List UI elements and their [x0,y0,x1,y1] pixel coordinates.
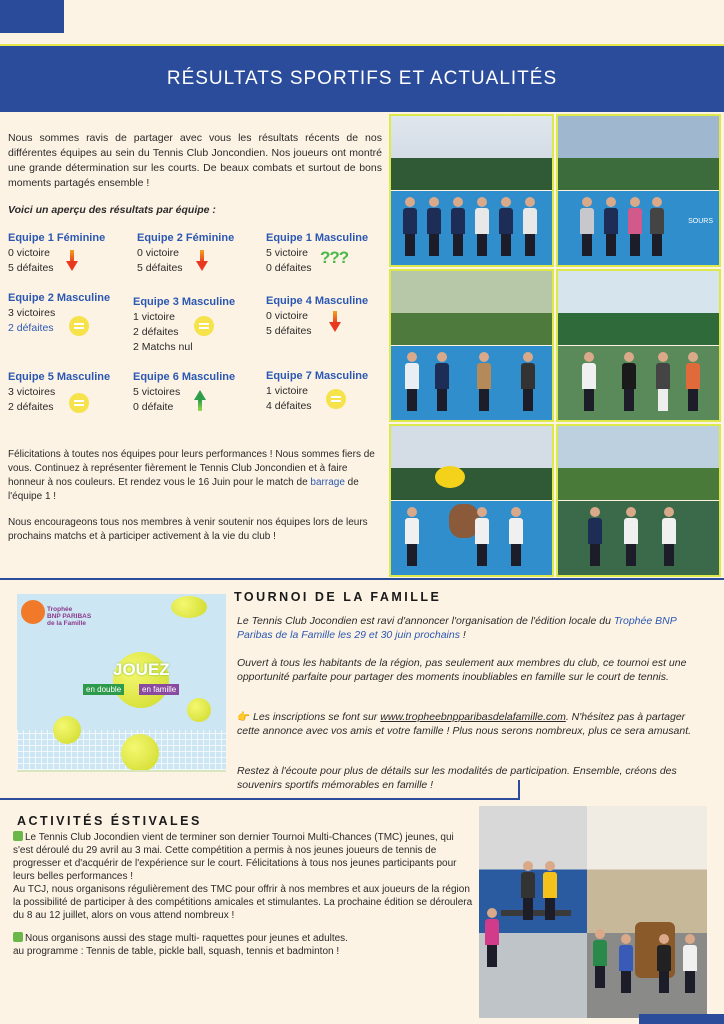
corner-tab [0,0,64,33]
poster-headline: JOUEZ [113,660,170,679]
tournoi-paragraph-1 [237,614,705,642]
team-result-equipe-1-feminine [8,231,105,276]
team-photo [389,269,554,422]
bullet-icon [13,932,23,942]
trophy-logo-text [47,606,91,627]
team-result-equipe-7-masculine [266,369,368,414]
section-divider [0,578,724,580]
group-photo [587,806,707,1018]
court-sign-text: SOURS [688,218,713,225]
estivales-paragraph-1 [13,831,473,883]
equal-icon [69,393,89,413]
estivales-title: ACTIVITÉS ÉSTIVALES [17,814,202,828]
tournoi-paragraph-2: Ouvert à tous les habitants de la région, pas seulement aux membres du club, ce tournoi est une opportunité parfaite pour partager des moments inoubliables en famille sur le court de tennis. [237,657,687,683]
team-line: 5 défaites [137,262,183,274]
pointing-hand-icon: 👉 [237,711,251,723]
team-result-equipe-1-masculine [266,231,368,276]
tennis-ball-icon [187,698,211,722]
team-line: 5 défaites [266,325,312,337]
equal-icon [326,389,346,409]
team-line: 5 victoire [266,247,309,259]
team-photo [556,424,721,577]
trophy-line: Trophée [47,606,73,613]
arrow-down-icon [197,250,207,272]
team-line: 4 défaites [266,400,312,412]
team-name: Equipe 5 Masculine [8,371,111,383]
team-name: Equipe 3 Masculine [133,296,236,308]
team-photo [389,424,554,577]
congrats-text-end: de l'équipe 1 ! [8,477,359,502]
arrow-down-icon [330,311,340,333]
congrats-text: Félicitations à toutes nos équipes pour leurs performances ! Nous sommes fiers de vous. Continuez à représenter fièrement le Tennis Club Joncondien et à faire honneur à nos couleurs. Et rendez vous le 16 Juin pour le match de [8,449,375,488]
tournoi-highlight: Trophée BNP Paribas de la Famille les 29 et 30 juin prochains [237,615,677,641]
page-title: RÉSULTATS SPORTIFS ET ACTUALITÉS [166,68,558,89]
team-result-equipe-5-masculine [8,370,110,415]
team-line: 2 défaites [133,326,179,338]
team-line: 0 victoire [8,247,51,259]
bullet-icon [13,831,23,841]
team-result-equipe-4-masculine [266,294,368,339]
encourage-paragraph: Nous encourageons tous nos membres à venir soutenir nos équipes lors de leurs prochains matchs et à participer activement à la vie du club ! [8,517,368,542]
tournoi-text: Le Tennis Club Jocondien est ravi d'annoncer l'organisation de l'édition locale du [237,615,614,627]
team-name: Equipe 2 Féminine [137,232,235,244]
team-name: Equipe 7 Masculine [266,370,369,382]
team-line: 2 défaites [8,401,54,413]
tournoi-poster [17,594,226,772]
equal-icon [194,316,214,336]
section-divider-vertical [518,780,520,800]
section-divider [0,798,518,800]
team-line: 5 défaites [8,262,54,274]
team-line: 2 défaites [8,322,54,334]
tournoi-title: TOURNOI DE LA FAMILLE [234,590,442,604]
arrow-down-icon [67,250,77,272]
team-line: 0 défaites [266,262,312,274]
estivales-paragraph-4: au programme : Tennis de table, pickle ball, squash, tennis et badminton ! [13,946,340,957]
estivales-text: Nous organisons aussi des stage multi- raquettes pour jeunes et adultes. [25,933,348,944]
arrow-up-icon [194,390,206,412]
team-line: 0 défaite [133,401,174,413]
poster-tag-famille: en famille [139,684,179,695]
tournoi-text: Les inscriptions se font sur [250,711,381,723]
team-photo [389,114,554,267]
team-line: 2 Matchs nul [133,341,193,353]
estivales-text: Le Tennis Club Jocondien vient de terminer son dernier Tournoi Multi-Chances (TMC) jeunes, qui s'est déroulé du 29 avril au 3 mai. Cette compétition a permis à nos jeunes joueurs de tennis de progresser et d'acquérir de l'expérience sur le court. Félicitations à tous nos jeunes participants pour leurs belles performances ! [13,832,457,882]
tournoi-text-end: . N'hésitez pas à partager cette annonce avec vos amis et votre famille ! Plus nous serons nombreux, plus ce sera amusant. [237,711,692,737]
team-name: Equipe 2 Masculine [8,292,111,304]
team-result-equipe-3-masculine [133,295,235,355]
tennis-ball-icon [53,716,81,744]
team-line: 3 victoires [8,386,56,398]
question-marks-icon: ?‌?‌? [320,248,349,267]
barrage-highlight: barrage [310,477,345,488]
results-heading: Voici un aperçu des résultats par équipe : [8,204,216,216]
tournoi-text-end: ! [459,629,466,641]
team-name: Equipe 6 Masculine [133,371,236,383]
team-name: Equipe 4 Masculine [266,295,369,307]
team-line: 1 victoire [266,385,309,397]
team-result-equipe-6-masculine [133,370,235,415]
poster-tag-double: en double [83,684,124,695]
team-photo [556,269,721,422]
intro-paragraph: Nous sommes ravis de partager avec vous les résultats récents de nos différentes équipes au sein du Tennis Club Joncondien. Nos joueurs ont montré une grande détermination sur les courts. De beaux combats et surtout de bons moments partagés ensemble ! [8,132,382,189]
team-result-equipe-2-feminine [137,231,234,276]
team-line: 1 victoire [133,311,176,323]
inscription-link[interactable]: www.tropheebnpparibasdelafamille.com [380,711,566,723]
team-line: 0 victoire [137,247,180,259]
equal-icon [69,316,89,336]
estivales-paragraph-3 [13,932,473,945]
team-line: 3 victoires [8,307,56,319]
congrats-paragraph [8,448,382,504]
table-tennis-photo [479,806,587,1018]
tournoi-paragraph-3 [237,710,705,738]
trophy-line: de la Famille [47,620,87,627]
tennis-ball-icon [121,734,159,772]
trophy-line: BNP PARIBAS [47,613,92,620]
bottom-tab [639,1014,724,1024]
tennis-ball-icon [171,596,207,618]
ping-pong-table [501,910,571,916]
team-photo [556,114,721,267]
trophy-logo-icon [21,600,45,624]
team-line: 5 victoires [133,386,181,398]
team-line: 0 victoire [266,310,309,322]
team-result-equipe-2-masculine [8,291,110,336]
header-band [0,44,724,112]
team-name: Equipe 1 Féminine [8,232,106,244]
team-name: Equipe 1 Masculine [266,232,369,244]
tournoi-paragraph-4: Restez à l'écoute pour plus de détails sur les modalités de participation. Ensemble, créons des souvenirs sportifs mémorables en famille ! [237,765,677,791]
estivales-paragraph-2: Au TCJ, nous organisons régulièrement des TMC pour offrir à nos membres et aux joueurs de la région la possibilité de participer à des compétitions amicales et stimulantes. La prochaine édition se déroulera du 8 au 12 juillet, alors on vous attend nombreux ! [13,884,473,921]
yellow-wig [435,466,465,488]
